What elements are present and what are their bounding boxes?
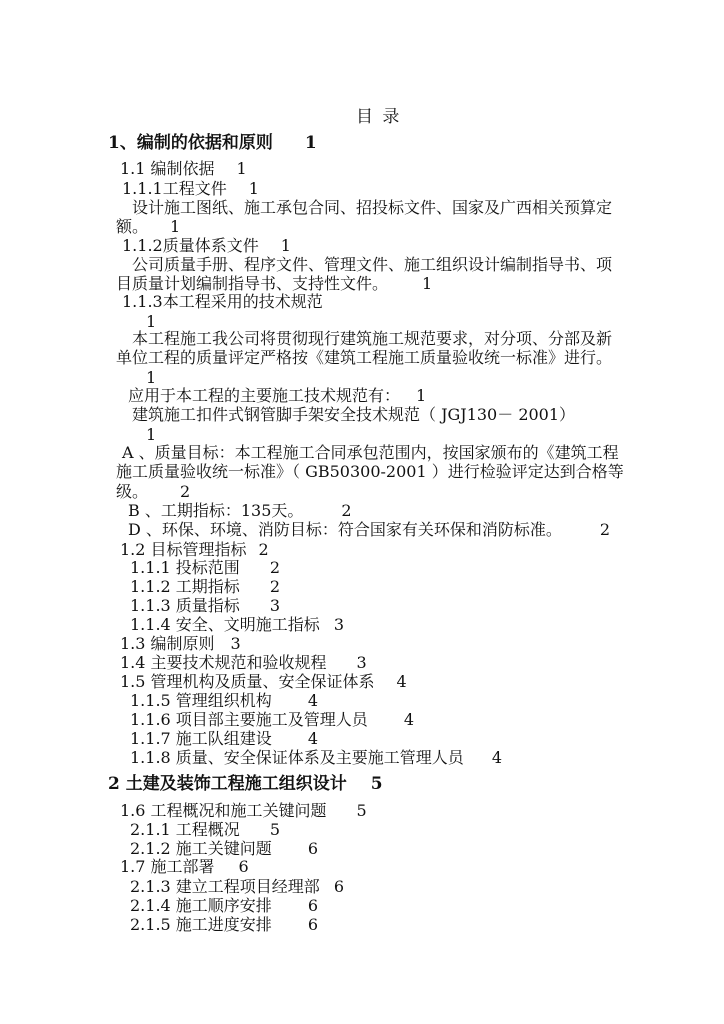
toc-entry xyxy=(130,558,280,578)
entry-text: D 、环保、环境、消防目标：符合国家有关环保和消防标准。 xyxy=(128,520,562,539)
page-number: 6 xyxy=(307,915,318,934)
toc-entry xyxy=(130,839,318,859)
entry-text: 1.1.6 项目部主要施工及管理人员 xyxy=(130,710,368,729)
entry-text: 1.6 工程概况和施工关键问题 xyxy=(120,801,327,820)
page-number: 5 xyxy=(356,801,367,820)
entry-text: 1.5 管理机构及质量、安全保证体系 xyxy=(120,672,375,691)
toc-entry xyxy=(120,801,367,821)
page-number: 1 xyxy=(146,368,157,387)
page-number: 4 xyxy=(307,691,318,710)
toc-paragraph-line: 施工质量验收统一标准》（ GB50300-2001 ）进行检验评定达到合格等 xyxy=(116,462,624,481)
page-number: 6 xyxy=(307,896,318,915)
entry-text: 1.1.3 质量指标 xyxy=(130,596,240,615)
toc-paragraph-line: 设计施工图纸、施工承包合同、招投标文件、国家及广西相关预算定 xyxy=(132,198,613,217)
entry-text: 目质量计划编制指导书、支持性文件。 xyxy=(116,274,389,293)
toc-entry: 建筑施工扣件式钢管脚手架安全技术规范（ JGJ130－ 2001） xyxy=(132,405,576,424)
toc-entry xyxy=(120,634,241,654)
entry-text: 1.1.1 投标范围 xyxy=(130,558,240,577)
entry-text: B 、工期指标：135天。 xyxy=(128,501,304,520)
toc-title: 目 录 xyxy=(356,107,402,127)
toc-entry xyxy=(128,520,610,540)
toc-entry xyxy=(130,615,344,635)
page-number: 1 xyxy=(304,133,317,153)
entry-text: 1、编制的依据和原则 xyxy=(108,133,273,153)
page-number: 2 xyxy=(180,482,191,501)
toc-entry xyxy=(130,896,318,916)
page-number: 1 xyxy=(280,236,291,255)
toc-entry xyxy=(122,179,259,199)
entry-text: 1.3 编制原则 xyxy=(120,634,215,653)
page-number: 1 xyxy=(236,159,247,178)
page-number: 2 xyxy=(269,558,280,577)
page-number: 6 xyxy=(238,857,249,876)
toc-entry xyxy=(120,540,269,560)
toc-entry xyxy=(130,577,280,597)
entry-text: 2 土建及装饰工程施工组织设计 xyxy=(108,774,347,794)
entry-text: 1.1.5 管理组织机构 xyxy=(130,691,272,710)
toc-entry xyxy=(120,653,367,673)
toc-entry xyxy=(130,820,280,840)
toc-entry xyxy=(130,915,318,935)
entry-text: 1.2 目标管理指标 xyxy=(120,540,247,559)
toc-entry xyxy=(130,596,280,616)
page-number: 1 xyxy=(416,386,427,405)
toc-entry xyxy=(120,672,407,692)
toc-entry xyxy=(120,159,247,179)
page-number: 5 xyxy=(370,774,383,794)
toc-entry xyxy=(130,729,318,749)
toc-entry xyxy=(116,217,180,237)
toc-entry xyxy=(130,691,318,711)
entry-text: 额。 xyxy=(116,217,149,236)
toc-entry xyxy=(116,274,432,294)
toc-entry xyxy=(130,710,414,730)
page-number: 4 xyxy=(491,748,502,767)
page-number: 3 xyxy=(269,596,280,615)
page-number: 1 xyxy=(146,425,157,444)
toc-heading-1 xyxy=(108,133,317,153)
toc-paragraph-line: A 、质量目标：本工程施工合同承包范围内，按国家颁布的《建筑工程 xyxy=(122,443,619,462)
entry-text: 1.1.7 施工队组建设 xyxy=(130,729,272,748)
page-number: 6 xyxy=(333,877,344,896)
entry-text: 2.1.1 工程概况 xyxy=(130,820,240,839)
page-number: 2 xyxy=(341,501,352,520)
page-number: 3 xyxy=(230,634,241,653)
page-number: 2 xyxy=(269,577,280,596)
page-number: 2 xyxy=(258,540,269,559)
toc-heading-2 xyxy=(108,774,383,794)
page-number: 3 xyxy=(356,653,367,672)
page-number: 1 xyxy=(170,217,181,236)
page-number: 2 xyxy=(599,520,611,539)
toc-entry xyxy=(128,501,352,521)
entry-text: 1.1.1工程文件 xyxy=(122,179,227,198)
entry-text: 2.1.4 施工顺序安排 xyxy=(130,896,272,915)
page-number: 4 xyxy=(396,672,407,691)
page-number: 6 xyxy=(307,839,318,858)
page-number: 5 xyxy=(269,820,280,839)
page-number: 4 xyxy=(307,729,318,748)
entry-text: 1.1.4 安全、文明施工指标 xyxy=(130,615,320,634)
toc-entry: 1.1.3本工程采用的技术规范 xyxy=(122,292,323,311)
entry-text: 1.1 编制依据 xyxy=(120,159,215,178)
page-number: 1 xyxy=(422,274,433,293)
page-number: 1 xyxy=(248,179,259,198)
entry-text: 1.1.8 质量、安全保证体系及主要施工管理人员 xyxy=(130,748,464,767)
entry-text: 应用于本工程的主要施工技术规范有： xyxy=(128,386,401,405)
page-number: 4 xyxy=(403,710,414,729)
toc-entry xyxy=(130,748,502,768)
entry-text: 1.1.2 工期指标 xyxy=(130,577,240,596)
entry-text: 级。 xyxy=(116,482,149,501)
toc-paragraph-line: 单位工程的质量评定严格按《建筑工程施工质量验收统一标准》进行。 xyxy=(116,348,613,367)
entry-text: 1.7 施工部署 xyxy=(120,857,215,876)
toc-entry xyxy=(130,877,344,897)
toc-entry xyxy=(120,857,249,877)
toc-paragraph-line: 本工程施工我公司将贯彻现行建筑施工规范要求，对分项、分部及新 xyxy=(132,329,613,348)
entry-text: 2.1.3 建立工程项目经理部 xyxy=(130,877,320,896)
entry-text: 1.4 主要技术规范和验收规程 xyxy=(120,653,327,672)
entry-text: 1.1.2质量体系文件 xyxy=(122,236,259,255)
toc-paragraph-line: 公司质量手册、程序文件、管理文件、施工组织设计编制指导书、项 xyxy=(132,255,613,274)
toc-entry xyxy=(116,482,190,502)
page-number: 1 xyxy=(146,312,157,331)
page-number: 3 xyxy=(333,615,344,634)
entry-text: 2.1.5 施工进度安排 xyxy=(130,915,272,934)
toc-entry xyxy=(122,236,291,256)
toc-entry xyxy=(128,386,426,406)
entry-text: 2.1.2 施工关键问题 xyxy=(130,839,272,858)
